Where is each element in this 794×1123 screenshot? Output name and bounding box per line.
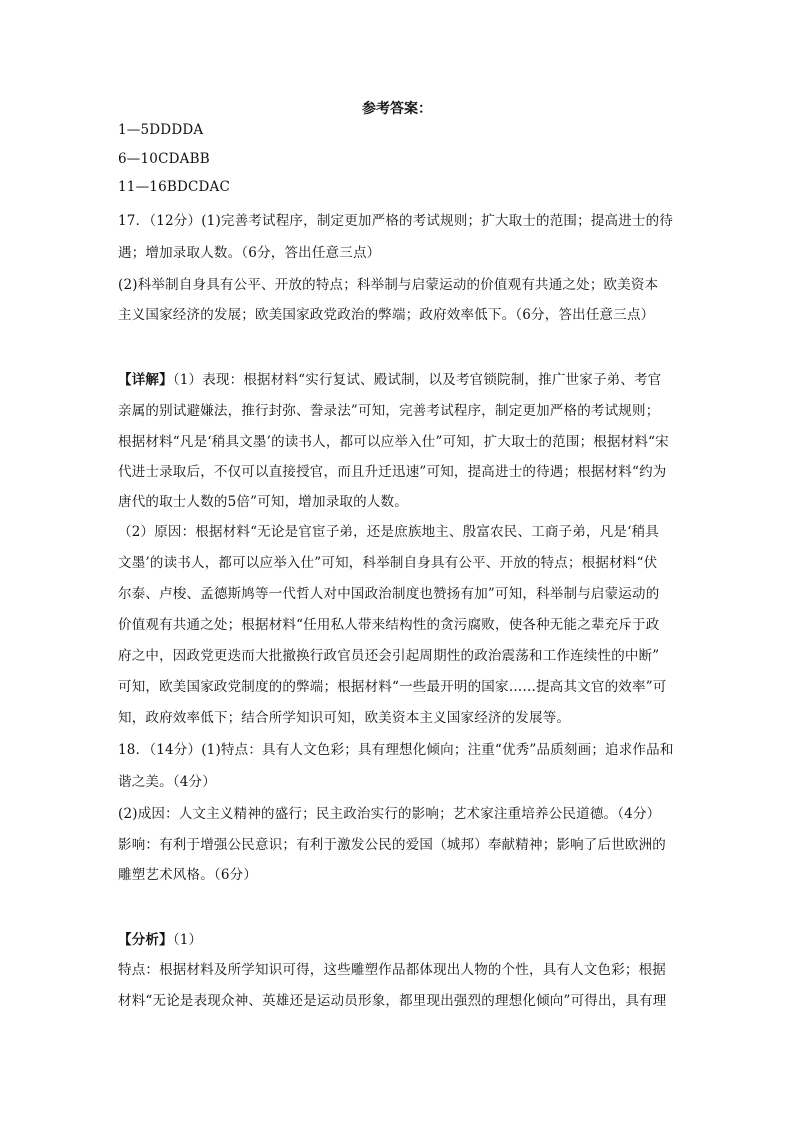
- analysis-heading: 【分析】: [118, 932, 173, 948]
- q17-detail-line: 代进士录取后，不仅可以直接授官，而且升迁迅速”可知，提高进士的待遇；根据材料“约为: [118, 464, 667, 480]
- q18-answer-line: 影响：有利于增强公民意识；有利于激发公民的爱国（城邦）奉献精神；影响了后世欧洲的: [118, 837, 666, 853]
- q17-detail-line: （2）原因：根据材料“无论是官宦子弟，还是庶族地主、殷富农民、工商子弟，凡是‘稍具: [118, 524, 659, 540]
- q17-detail-first-line: [118, 370, 678, 390]
- q17-detail-line: 根据材料“凡是‘稍具文墨’的读书人，都可以应举入仕”可知，扩大取士的范围；根据材料“宋: [118, 434, 669, 450]
- q17-detail-line: 府之中，因政党更迭而大批撤换行政官员还会引起周期性的政治震荡和工作连续性的中断”: [118, 648, 660, 664]
- detail-heading: 【详解】: [118, 372, 173, 388]
- mc-answer-line: 11—16BDCDAC: [118, 179, 231, 195]
- q17-answer-line: (2)科举制自身具有公平、开放的特点；科举制与启蒙运动的价值观有共通之处；欧美资本: [118, 277, 659, 293]
- q17-detail-line: 唐代的取士人数的5倍”可知，增加录取的人数。: [118, 494, 408, 510]
- q18-analysis-first-line: [118, 930, 678, 950]
- mc-answer-line: 6—10CDABB: [118, 151, 210, 167]
- q18-answer-line: (2)成因：人文主义精神的盛行；民主政治实行的影响；艺术家注重培养公民道德。（4分）: [118, 806, 661, 822]
- q17-detail-line: 可知，欧美国家政党制度的的弊端；根据材料“一些最开明的国家……提高其文官的效率”可: [118, 679, 667, 695]
- q17-detail-line: 价值观有共通之处；根据材料“任用私人带来结构性的贪污腐败，使各种无能之辈充斥于政: [118, 617, 660, 633]
- q17-answer-line: 17．（12分）(1)完善考试程序，制定更加严格的考试规则；扩大取士的范围；提高进士的待: [118, 213, 674, 229]
- q18-answer-line: 18．（14分）(1)特点：具有人文色彩；具有理想化倾向；注重“优秀”品质刻画；追求作品和: [118, 742, 674, 758]
- q17-detail-line: 知，政府效率低下；结合所学知识可知，欧美资本主义国家经济的发展等。: [118, 710, 571, 726]
- mc-answer-line: 1—5DDDDA: [118, 122, 204, 138]
- q18-analysis-line: 材料“无论是表现众神、英雄还是运动员形象，都里现出强烈的理想化倾向”可得出，具有理: [118, 993, 667, 1009]
- q17-detail-line: 亲属的别试避嫌法，推行封弥、誊录法”可知，完善考试程序，制定更加严格的考试规则；: [118, 403, 660, 419]
- page-title: 参考答案：: [362, 101, 432, 117]
- q18-answer-line: 谐之美。（4分）: [118, 774, 216, 790]
- detail-text: （1）表现：根据材料“实行复试、殿试制，以及考官锁院制，推广世家子弟、考官: [172, 372, 662, 388]
- q18-answer-line: 雕塑艺术风格。（6分）: [118, 867, 258, 883]
- q17-answer-line: 主义国家经济的发展；欧美国家政党政治的弊端；政府效率低下。（6分，答出任意三点）: [118, 307, 655, 323]
- q17-detail-line: 文墨’的读书人，都可以应举入仕”可知，科举制自身具有公平、开放的特点；根据材料“伏: [118, 555, 658, 571]
- q17-answer-line: 遇；增加录取人数。（6分，答出任意三点）: [118, 245, 381, 261]
- q17-detail-line: 尔泰、卢梭、孟德斯鸠等一代哲人对中国政治制度也赞扬有加”可知，科举制与启蒙运动的: [118, 586, 660, 602]
- analysis-subpart: （1）: [172, 932, 203, 948]
- q18-analysis-line: 特点：根据材料及所学知识可得，这些雕塑作品都体现出人物的个性，具有人文色彩；根据: [118, 962, 666, 978]
